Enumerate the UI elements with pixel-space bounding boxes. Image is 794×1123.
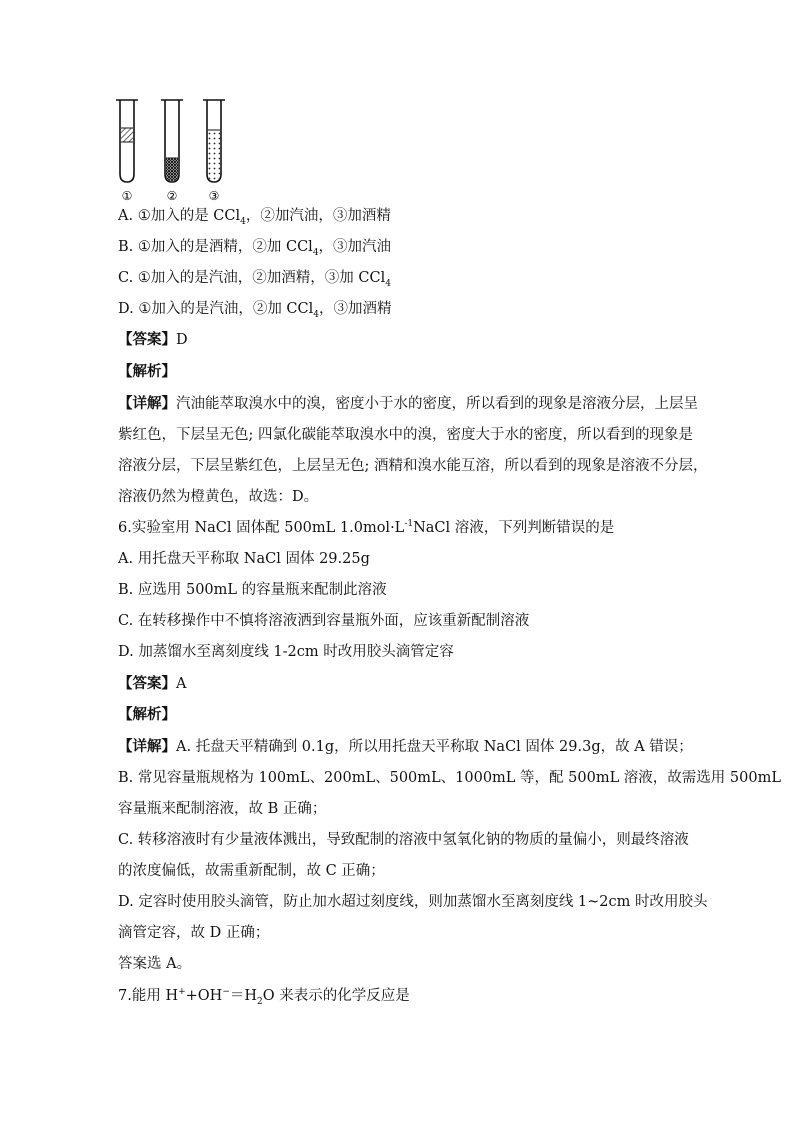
- test-tube-1: [116, 100, 138, 182]
- q5-option-d: D. ①加入的是汽油，②加 CCl$_4$，③加酒精: [118, 301, 392, 320]
- q5-detail-line-4: 溶液仍然为橙黄色，故选：D。: [118, 489, 319, 505]
- q5-detail-line-3: 溶液分层，下层呈紫红色，上层呈无色; 酒精和溴水能互溶，所以看到的现象是溶液不分层，: [118, 458, 708, 474]
- q7-stem: 7.能用 $H^++OH^-=H_2O$ 来表示的化学反应是: [118, 987, 410, 1007]
- q6-detail-line-3: 容量瓶来配制溶液，故 B 正确；: [118, 801, 327, 817]
- tube-label-3: ③: [208, 189, 220, 203]
- q6-detail-line-8: 答案选 A。: [118, 956, 192, 972]
- q6-detail-line-7: 滴管定容，故 D 正确；: [118, 925, 270, 941]
- test-tubes-figure: [112, 96, 242, 206]
- test-tube-3: [203, 100, 225, 182]
- answer-value: D: [176, 332, 188, 348]
- q5-option-c: C. ①加入的是汽油，②加酒精，③加 CCl$_4$: [118, 270, 391, 289]
- q6-option-c: C. 在转移操作中不慎将溶液洒到容量瓶外面，应该重新配制溶液: [118, 613, 530, 629]
- q6-option-b: B. 应选用 500mL 的容量瓶来配制此溶液: [118, 582, 387, 598]
- test-tube-2: [161, 100, 183, 182]
- answer-tag: 【答案】: [118, 332, 176, 348]
- q5-analysis-tag: 【解析】: [118, 364, 176, 380]
- q5-option-a: A. ①加入的是 CCl$_4$，②加汽油，③加酒精: [118, 208, 391, 227]
- q6-detail-line-6: D. 定容时使用胶头滴管，防止加水超过刻度线，则加蒸馏水至离刻度线 1~2cm 时改用胶头: [118, 894, 708, 910]
- tube-label-1: ①: [121, 189, 133, 203]
- detail-tag: 【详解】: [118, 739, 176, 755]
- q5-answer: [118, 330, 188, 350]
- q6-detail-line-5: 的浓度偏低，故需重新配制，故 C 正确；: [118, 863, 385, 879]
- q6-option-d: D. 加蒸馏水至离刻度线 1-2cm 时改用胶头滴管定容: [118, 644, 454, 660]
- q6-stem: 6.实验室用 NaCl 固体配 500mL $1.0mol\cdot L^{-1}NaCl$ 溶液，下列判断错误的是: [118, 519, 615, 536]
- q6-analysis-tag: 【解析】: [118, 707, 176, 723]
- q5-detail-line-1: 【详解】汽油能萃取溴水中的溴，密度小于水的密度，所以看到的现象是溶液分层，上层呈: [118, 396, 698, 412]
- q6-option-a: A. 用托盘天平称取 NaCl 固体 29.25g: [118, 551, 370, 567]
- q6-detail-line-1: 【详解】A. 托盘天平精确到 0.1g，所以用托盘天平称取 NaCl 固体 29.3g，故 A 错误；: [118, 739, 693, 755]
- detail-tag: 【详解】: [118, 396, 176, 412]
- tube-label-2: ②: [166, 189, 178, 203]
- q6-answer: [118, 674, 186, 694]
- q6-detail-line-2: B. 常见容量瓶规格为 100mL、200mL、500mL、1000mL 等，配 500mL 溶液，故需选用 500mL: [118, 770, 781, 786]
- answer-value: A: [176, 676, 187, 692]
- q6-detail-line-4: C. 转移溶液时有少量液体溅出，导致配制的溶液中氢氧化钠的物质的量偏小，则最终溶液: [118, 832, 689, 848]
- answer-tag: 【答案】: [118, 676, 176, 692]
- q5-option-b: B. ①加入的是酒精，②加 CCl$_4$，③加汽油: [118, 239, 392, 258]
- q5-detail-line-2: 紫红色，下层呈无色; 四氯化碳能萃取溴水中的溴，密度大于水的密度，所以看到的现象是: [118, 427, 693, 443]
